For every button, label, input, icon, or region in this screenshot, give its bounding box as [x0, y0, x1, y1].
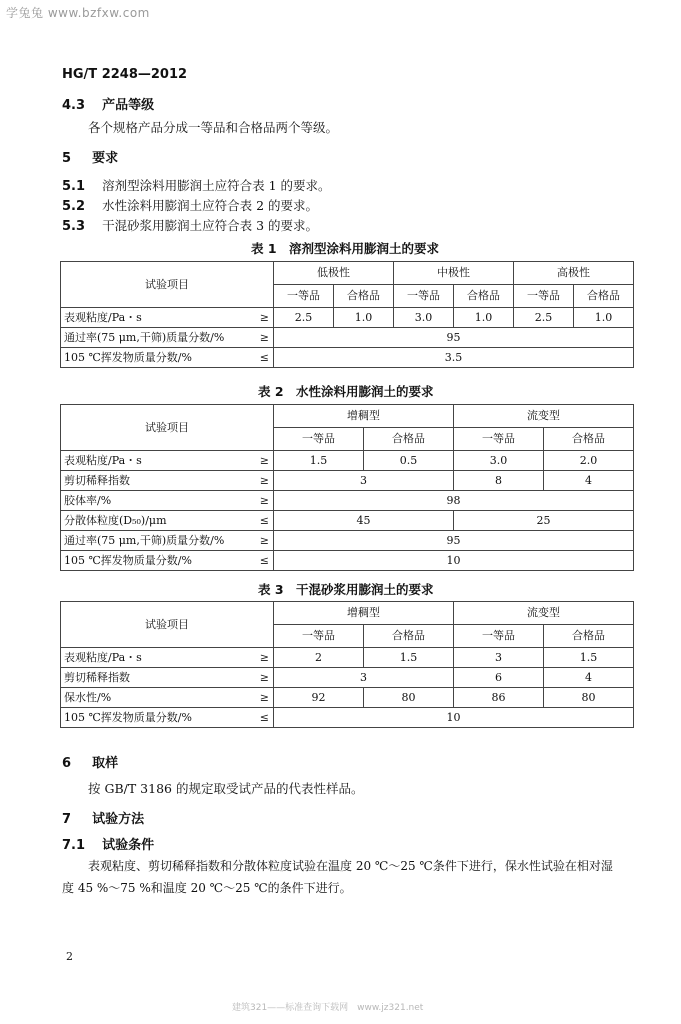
section-5-3: [62, 215, 318, 234]
grade-header: 合格品: [544, 625, 634, 648]
section-title: 试验条件: [102, 838, 155, 853]
comparison-symbol: ≥: [259, 534, 269, 547]
comparison-symbol: ≤: [259, 514, 269, 527]
grade-header: 一等品: [394, 285, 454, 308]
section-7-1-text-line2: 度 45 %～75 %和温度 20 ℃～25 ℃的条件下进行。: [62, 881, 352, 895]
section-4-3-heading: [62, 94, 154, 113]
table-cell: 1.0: [454, 308, 514, 328]
row-item: [61, 551, 274, 571]
section-7-1-heading: [62, 834, 154, 853]
table-row: [61, 471, 634, 491]
group-header: 流变型: [454, 602, 634, 625]
item-label: 表观粘度/Pa・s: [64, 651, 142, 664]
row-item: [61, 491, 274, 511]
table-row: [61, 328, 634, 348]
item-label: 通过率(75 μm,干筛)质量分数/%: [64, 331, 225, 344]
table-1: [60, 261, 634, 368]
table-cell: 3.0: [454, 451, 544, 471]
section-text: 溶剂型涂料用膨润土应符合表 1 的要求。: [102, 178, 331, 193]
table-cell: 95: [274, 531, 634, 551]
table-cell: 10: [274, 708, 634, 728]
page-number: 2: [66, 950, 73, 963]
grade-header: 合格品: [574, 285, 634, 308]
grade-header: 一等品: [514, 285, 574, 308]
table-header-item: 试验项目: [61, 262, 274, 308]
table-row: [61, 688, 634, 708]
table-cell: 4: [544, 471, 634, 491]
table-cell: 95: [274, 328, 634, 348]
section-number: 5: [62, 151, 72, 166]
item-label: 105 ℃挥发物质量分数/%: [64, 351, 192, 364]
group-header: 增稠型: [274, 405, 454, 428]
grade-header: 一等品: [274, 428, 364, 451]
table-2-title: 表 2 水性涂料用膨润土的要求: [258, 384, 434, 399]
comparison-symbol: ≤: [259, 351, 269, 364]
grade-header: 合格品: [364, 625, 454, 648]
section-number: 7: [62, 812, 72, 827]
watermark-bottom: 建筑321——标准查询下载网 www.jz321.net: [232, 1003, 424, 1013]
section-number: 6: [62, 756, 72, 771]
table-cell: 1.5: [544, 648, 634, 668]
section-title: 试验方法: [92, 812, 145, 827]
table-cell: 2.0: [544, 451, 634, 471]
item-label: 剪切稀释指数: [64, 474, 130, 487]
watermark-top: 学兔兔 www.bzfxw.com: [6, 6, 150, 20]
item-label: 105 ℃挥发物质量分数/%: [64, 711, 192, 724]
row-item: [61, 668, 274, 688]
grade-header: 一等品: [274, 625, 364, 648]
row-item: [61, 348, 274, 368]
row-item: [61, 648, 274, 668]
comparison-symbol: ≥: [259, 651, 269, 664]
comparison-symbol: ≥: [259, 454, 269, 467]
table-cell: 4: [544, 668, 634, 688]
grade-header: 一等品: [274, 285, 334, 308]
row-item: [61, 688, 274, 708]
table-3: [60, 601, 634, 728]
group-header: 高极性: [514, 262, 634, 285]
comparison-symbol: ≥: [259, 474, 269, 487]
table-cell: 3: [274, 471, 454, 491]
group-header: 增稠型: [274, 602, 454, 625]
comparison-symbol: ≥: [259, 691, 269, 704]
table-cell: 1.0: [574, 308, 634, 328]
section-number: 4.3: [62, 98, 86, 113]
section-5-2: [62, 195, 318, 214]
table-row: [61, 308, 634, 328]
row-item: [61, 308, 274, 328]
comparison-symbol: ≥: [259, 331, 269, 344]
section-6-heading: [62, 752, 118, 771]
table-cell: 3.5: [274, 348, 634, 368]
section-title: 要求: [92, 151, 119, 166]
comparison-symbol: ≥: [259, 311, 269, 324]
row-item: [61, 328, 274, 348]
table-row: [61, 648, 634, 668]
table-header-item: 试验项目: [61, 405, 274, 451]
table-cell: 98: [274, 491, 634, 511]
item-label: 表观粘度/Pa・s: [64, 311, 142, 324]
group-header: 低极性: [274, 262, 394, 285]
table-cell: 80: [544, 688, 634, 708]
section-6-text: 按 GB/T 3186 的规定取受试产品的代表性样品。: [88, 781, 364, 796]
table-cell: 92: [274, 688, 364, 708]
section-4-3-text: 各个规格产品分成一等品和合格品两个等级。: [88, 120, 339, 135]
table-2: [60, 404, 634, 571]
section-title: 取样: [92, 756, 119, 771]
comparison-symbol: ≤: [259, 711, 269, 724]
item-label: 保水性/%: [64, 691, 112, 704]
table-cell: 80: [364, 688, 454, 708]
comparison-symbol: ≥: [259, 494, 269, 507]
grade-header: 一等品: [454, 428, 544, 451]
section-5-1: [62, 175, 331, 194]
comparison-symbol: ≥: [259, 671, 269, 684]
section-number: 5.3: [62, 219, 86, 234]
section-text: 干混砂浆用膨润土应符合表 3 的要求。: [102, 218, 319, 233]
table-cell: 2.5: [514, 308, 574, 328]
table-cell: 25: [454, 511, 634, 531]
table-cell: 3: [274, 668, 454, 688]
grade-header: 合格品: [454, 285, 514, 308]
table-1-title: 表 1 溶剂型涂料用膨润土的要求: [251, 241, 440, 256]
table-cell: 1.0: [334, 308, 394, 328]
table-row: [61, 348, 634, 368]
comparison-symbol: ≤: [259, 554, 269, 567]
table-cell: 0.5: [364, 451, 454, 471]
table-cell: 86: [454, 688, 544, 708]
table-row: [61, 708, 634, 728]
group-header: 中极性: [394, 262, 514, 285]
table-row: [61, 511, 634, 531]
table-cell: 45: [274, 511, 454, 531]
grade-header: 一等品: [454, 625, 544, 648]
table-cell: 3.0: [394, 308, 454, 328]
section-5-heading: [62, 147, 118, 166]
table-cell: 1.5: [274, 451, 364, 471]
document-number: HG/T 2248—2012: [62, 67, 188, 82]
section-title: 产品等级: [102, 98, 155, 113]
row-item: [61, 511, 274, 531]
table-cell: 2: [274, 648, 364, 668]
grade-header: 合格品: [544, 428, 634, 451]
table-cell: 2.5: [274, 308, 334, 328]
item-label: 胶体率/%: [64, 494, 112, 507]
table-row: [61, 531, 634, 551]
item-label: 剪切稀释指数: [64, 671, 130, 684]
grade-header: 合格品: [334, 285, 394, 308]
table-row: [61, 491, 634, 511]
row-item: [61, 708, 274, 728]
item-label: 105 ℃挥发物质量分数/%: [64, 554, 192, 567]
table-cell: 1.5: [364, 648, 454, 668]
item-label: 分散体粒度(D₅₀)/μm: [64, 514, 167, 527]
grade-header: 合格品: [364, 428, 454, 451]
table-cell: 8: [454, 471, 544, 491]
table-cell: 6: [454, 668, 544, 688]
row-item: [61, 451, 274, 471]
table-cell: 3: [454, 648, 544, 668]
section-7-1-text-line1: 表观粘度、剪切稀释指数和分散体粒度试验在温度 20 ℃～25 ℃条件下进行，保水性试验在相对湿: [88, 859, 613, 873]
group-header: 流变型: [454, 405, 634, 428]
row-item: [61, 531, 274, 551]
table-header-item: 试验项目: [61, 602, 274, 648]
table-row: [61, 451, 634, 471]
item-label: 通过率(75 μm,干筛)质量分数/%: [64, 534, 225, 547]
section-number: 5.1: [62, 179, 86, 194]
table-row: [61, 551, 634, 571]
table-row: [61, 668, 634, 688]
row-item: [61, 471, 274, 491]
section-text: 水性涂料用膨润土应符合表 2 的要求。: [102, 198, 319, 213]
section-7-heading: [62, 808, 144, 827]
item-label: 表观粘度/Pa・s: [64, 454, 142, 467]
section-number: 7.1: [62, 838, 86, 853]
section-number: 5.2: [62, 199, 86, 214]
table-cell: 10: [274, 551, 634, 571]
table-3-title: 表 3 干混砂浆用膨润土的要求: [258, 582, 434, 597]
